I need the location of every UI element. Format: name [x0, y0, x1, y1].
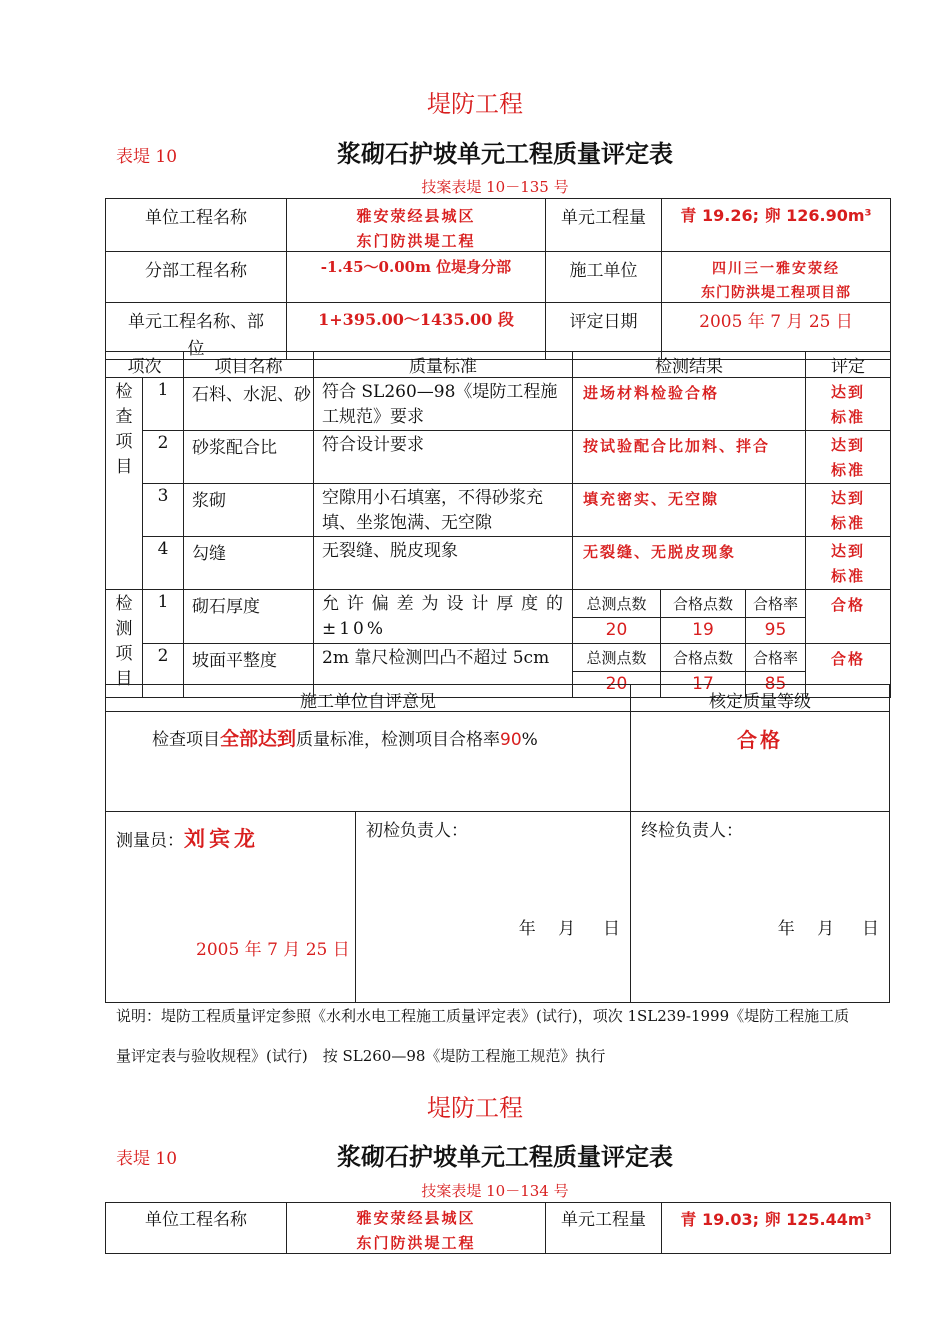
- grade-value: 合格: [737, 728, 783, 752]
- measure-total-value: 20: [573, 672, 661, 698]
- measure-row-standard: 2m 靠尺检测凹凸不超过 5cm: [314, 644, 573, 698]
- self-eval-header: 施工单位自评意见: [105, 684, 631, 712]
- category-title-2: 堤防工程: [427, 1094, 523, 1122]
- measure-row-rating: 合格: [806, 644, 891, 698]
- measure-rate-header: 合格率: [746, 590, 806, 618]
- grade-body: [630, 711, 890, 812]
- eval-date-value: 2005 年 7 月 25 日: [662, 303, 891, 360]
- form-title: 浆砌石护坡单元工程质量评定表: [337, 139, 673, 168]
- check-row-standard: 符合 SL260—98《堤防工程施工规范》要求: [314, 378, 573, 431]
- footnote: 说明：堤防工程质量评定参照《水利水电工程施工质量评定表》(试行)，项次 1SL239-1999《堤防工程施工质 量评定表与验收规程》(试行) 按 SL260—98《堤防工程施工规范》执行: [116, 1007, 850, 1065]
- initial-check-cell: [355, 811, 631, 1003]
- form-title-2: 浆砌石护坡单元工程质量评定表: [337, 1142, 673, 1171]
- measure-pass-value: 19: [661, 618, 746, 644]
- contractor-label: 施工单位: [546, 252, 662, 303]
- check-row-rating: 达到标准: [806, 484, 891, 537]
- form-number: 表堤 10: [116, 147, 178, 167]
- check-row-no: 2: [143, 431, 184, 484]
- surveyor-cell: [105, 811, 356, 1003]
- measure-total-header: 总测点数: [573, 644, 661, 672]
- category-title: 堤防工程: [427, 90, 523, 118]
- check-row-rating: 达到标准: [806, 378, 891, 431]
- case-number: 技案表堤 10－135 号: [421, 178, 569, 196]
- eval-date-label: 评定日期: [546, 303, 662, 360]
- measure-total-value: 20: [573, 618, 661, 644]
- check-row-standard: 无裂缝、脱皮现象: [314, 537, 573, 590]
- self-eval-body: [105, 711, 631, 812]
- unit-project-label: 单位工程名称: [106, 199, 287, 252]
- check-row-result: 进场材料检验合格: [573, 378, 806, 431]
- check-group-label: 检查项目: [106, 378, 143, 590]
- measure-total-header: 总测点数: [573, 590, 661, 618]
- measure-row-name: 坡面平整度: [184, 644, 314, 698]
- initial-check-date: 年 月 日: [518, 919, 620, 939]
- form-number-2: 表堤 10: [116, 1149, 178, 1169]
- col-item-no: 项次: [106, 352, 184, 378]
- sub-project-value: -1.45～0.00m 位堤身分部: [287, 252, 546, 303]
- unit-name-label: 单元工程名称、部 位: [106, 303, 287, 360]
- check-row-rating: 达到标准: [806, 537, 891, 590]
- header-table: [105, 198, 891, 360]
- measure-row-standard: 允许偏差为设计厚度的±10%: [314, 590, 573, 644]
- measure-rate-value: 95: [746, 618, 806, 644]
- unit-name-value: 1+395.00～1435.00 段: [287, 303, 546, 360]
- check-row-rating: 达到标准: [806, 431, 891, 484]
- unit-quantity-label: 单元工程量: [546, 199, 662, 252]
- col-rating: 评定: [806, 352, 891, 378]
- unit-project-value: 雅安荥经县城区 东门防洪堤工程: [287, 199, 546, 252]
- check-row-name: 浆砌: [184, 484, 314, 537]
- check-row-no: 3: [143, 484, 184, 537]
- measure-row-no: 2: [143, 644, 184, 698]
- check-row-result: 填充密实、无空隙: [573, 484, 806, 537]
- measure-pass-header: 合格点数: [661, 644, 746, 672]
- measure-pass-header: 合格点数: [661, 590, 746, 618]
- check-row-standard: 符合设计要求: [314, 431, 573, 484]
- measure-row-name: 砌石厚度: [184, 590, 314, 644]
- unit-quantity-label: 单元工程量: [546, 1203, 662, 1254]
- check-row-name: 砂浆配合比: [184, 431, 314, 484]
- final-check-cell: [630, 811, 890, 1003]
- col-item-name: 项目名称: [184, 352, 314, 378]
- check-row-name: 石料、水泥、砂: [184, 378, 314, 431]
- surveyor-date: 2005 年 7 月 25 日: [196, 940, 350, 960]
- final-check-label: 终检负责人：: [641, 821, 743, 841]
- inspection-table: [105, 351, 891, 698]
- measure-rate-header: 合格率: [746, 644, 806, 672]
- surveyor-label: 测量员：: [116, 831, 184, 851]
- unit-quantity-value: 青 19.26; 卵 126.90m³: [662, 199, 891, 252]
- measure-group-label: 检测项目: [106, 590, 143, 698]
- check-row-no: 4: [143, 537, 184, 590]
- check-row-result: 无裂缝、无脱皮现象: [573, 537, 806, 590]
- unit-project-value: 雅安荥经县城区 东门防洪堤工程: [287, 1203, 546, 1254]
- measure-row-no: 1: [143, 590, 184, 644]
- surveyor-name: 刘宾龙: [184, 826, 259, 851]
- check-row-no: 1: [143, 378, 184, 431]
- self-eval-text: 检查项目全部达到质量标准，检测项目合格率90%: [152, 728, 538, 750]
- final-check-date: 年 月 日: [777, 919, 879, 939]
- case-number-2: 技案表堤 10－134 号: [421, 1182, 569, 1200]
- check-row-result: 按试验配合比加料、拌合: [573, 431, 806, 484]
- measure-row-rating: 合格: [806, 590, 891, 644]
- measure-pass-value: 17: [661, 672, 746, 698]
- col-result: 检测结果: [573, 352, 806, 378]
- grade-header: 核定质量等级: [630, 684, 890, 712]
- contractor-value: 四川三一雅安荥经 东门防洪堤工程项目部: [662, 252, 891, 303]
- unit-quantity-value: 青 19.03; 卵 125.44m³: [662, 1203, 891, 1254]
- unit-project-label: 单位工程名称: [106, 1203, 287, 1254]
- col-standard: 质量标准: [314, 352, 573, 378]
- check-row-name: 勾缝: [184, 537, 314, 590]
- initial-check-label: 初检负责人：: [366, 821, 468, 841]
- header-table-2: [105, 1202, 891, 1254]
- measure-rate-value: 85: [746, 672, 806, 698]
- sub-project-label: 分部工程名称: [106, 252, 287, 303]
- check-row-standard: 空隙用小石填塞，不得砂浆充填、坐浆饱满、无空隙: [314, 484, 573, 537]
